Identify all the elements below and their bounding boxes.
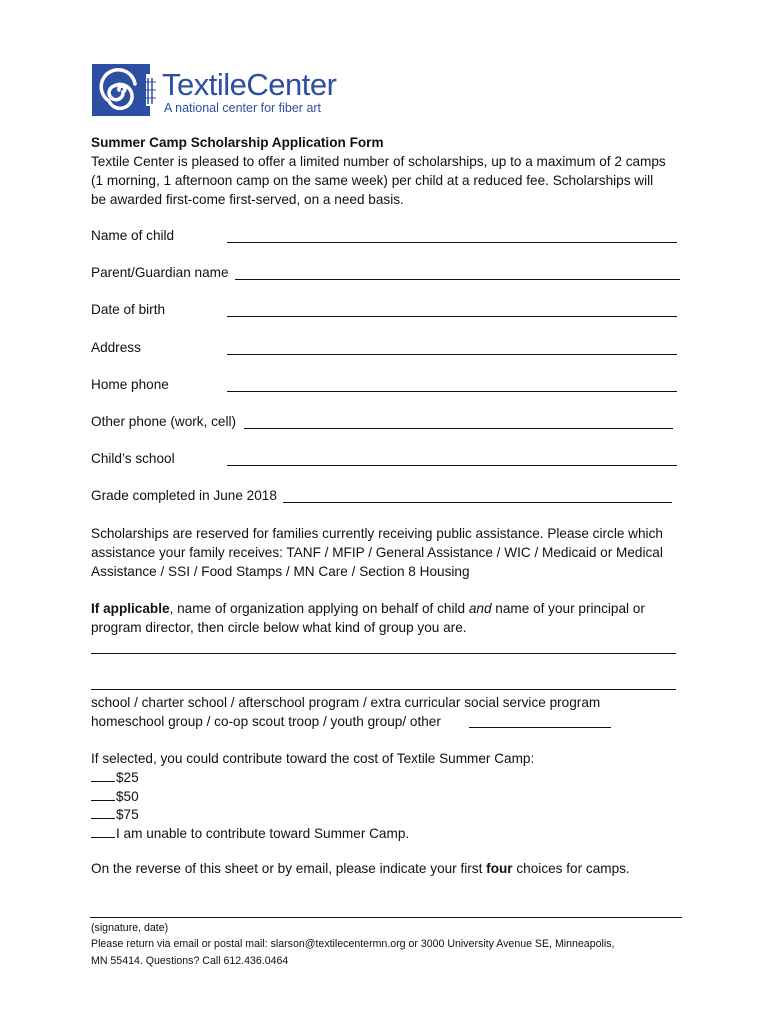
choices-four-text: four bbox=[486, 861, 513, 876]
contribution-option-25[interactable] bbox=[91, 769, 139, 785]
group-types-line-2: homeschool group / co-op scout troop / youth group/ other bbox=[91, 714, 441, 729]
guardian-name-field[interactable] bbox=[235, 279, 680, 280]
grade-field[interactable] bbox=[283, 502, 672, 503]
home-phone-field[interactable] bbox=[227, 391, 677, 392]
checkbox-blank[interactable] bbox=[91, 788, 115, 801]
school-label: Child’s school bbox=[91, 451, 175, 466]
guardian-name-label: Parent/Guardian name bbox=[91, 265, 229, 280]
checkbox-blank[interactable] bbox=[91, 825, 115, 838]
logo-title: TextileCenter bbox=[162, 67, 337, 102]
contribution-option-unable[interactable] bbox=[91, 825, 409, 841]
school-field[interactable] bbox=[227, 465, 677, 466]
choices-text-c: choices for camps. bbox=[512, 861, 630, 876]
org-text-a: , name of organization applying on behalf of child bbox=[169, 601, 469, 616]
form-title: Summer Camp Scholarship Application Form bbox=[91, 135, 384, 150]
if-applicable-text: If applicable bbox=[91, 601, 170, 616]
signature-label: (signature, date) bbox=[91, 922, 169, 934]
choices-text-a: On the reverse of this sheet or by email, please indicate your first bbox=[91, 861, 487, 876]
logo-tagline: A national center for fiber art bbox=[164, 101, 322, 115]
org-instruction-line-2: program director, then circle below what kind of group you are. bbox=[91, 620, 467, 635]
dob-label: Date of birth bbox=[91, 302, 166, 317]
child-name-field[interactable] bbox=[227, 242, 677, 243]
intro-line-1: Textile Center is pleased to offer a limited number of scholarships, up to a maximum of 2 camps bbox=[91, 154, 666, 169]
option-label: I am unable to contribute toward Summer Camp. bbox=[116, 826, 410, 841]
address-label: Address bbox=[91, 340, 141, 355]
org-instruction-line-1 bbox=[91, 600, 645, 619]
contribution-option-50[interactable] bbox=[91, 788, 139, 804]
child-name-label: Name of child bbox=[91, 228, 175, 243]
group-types-line-1: school / charter school / afterschool program / extra curricular social service program bbox=[91, 695, 601, 710]
assistance-line-2: assistance your family receives: TANF / MFIP / General Assistance / WIC / Medicaid or Medical bbox=[91, 545, 663, 560]
checkbox-blank[interactable] bbox=[91, 769, 115, 782]
option-label: $50 bbox=[116, 789, 139, 804]
textile-center-logo bbox=[92, 64, 342, 116]
return-info-line-2: MN 55414. Questions? Call 612.436.0464 bbox=[91, 955, 289, 967]
dob-field[interactable] bbox=[227, 316, 677, 317]
assistance-line-3: Assistance / SSI / Food Stamps / MN Care / Section 8 Housing bbox=[91, 564, 470, 579]
address-field[interactable] bbox=[227, 354, 677, 355]
assistance-line-1: Scholarships are reserved for families currently receiving public assistance. Please circle which bbox=[91, 526, 663, 541]
org-text-b: name of your principal or bbox=[491, 601, 645, 616]
other-phone-label: Other phone (work, cell) bbox=[91, 414, 237, 429]
org-name-field-1[interactable] bbox=[91, 653, 676, 654]
contribution-prompt: If selected, you could contribute toward the cost of Textile Summer Camp: bbox=[91, 751, 535, 766]
spiral-logo-icon bbox=[92, 64, 158, 116]
home-phone-label: Home phone bbox=[91, 377, 169, 392]
checkbox-blank[interactable] bbox=[91, 806, 115, 819]
return-info-line-1: Please return via email or postal mail: slarson@textilecentermn.org or 3000 University Avenue SE, Minneapolis, bbox=[91, 938, 615, 950]
intro-line-2: (1 morning, 1 afternoon camp on the same week) per child at a reduced fee. Scholarships will bbox=[91, 173, 654, 188]
option-label: $75 bbox=[116, 807, 139, 822]
grade-label: Grade completed in June 2018 bbox=[91, 488, 277, 503]
signature-field[interactable] bbox=[90, 917, 682, 918]
other-group-field[interactable] bbox=[469, 727, 611, 728]
other-phone-field[interactable] bbox=[244, 428, 673, 429]
contribution-option-75[interactable] bbox=[91, 806, 139, 822]
org-name-field-2[interactable] bbox=[91, 689, 676, 690]
option-label: $25 bbox=[116, 770, 139, 785]
intro-line-3: be awarded first-come first-served, on a need basis. bbox=[91, 192, 404, 207]
camp-choices-instruction bbox=[91, 860, 630, 879]
and-text: and bbox=[468, 601, 492, 616]
